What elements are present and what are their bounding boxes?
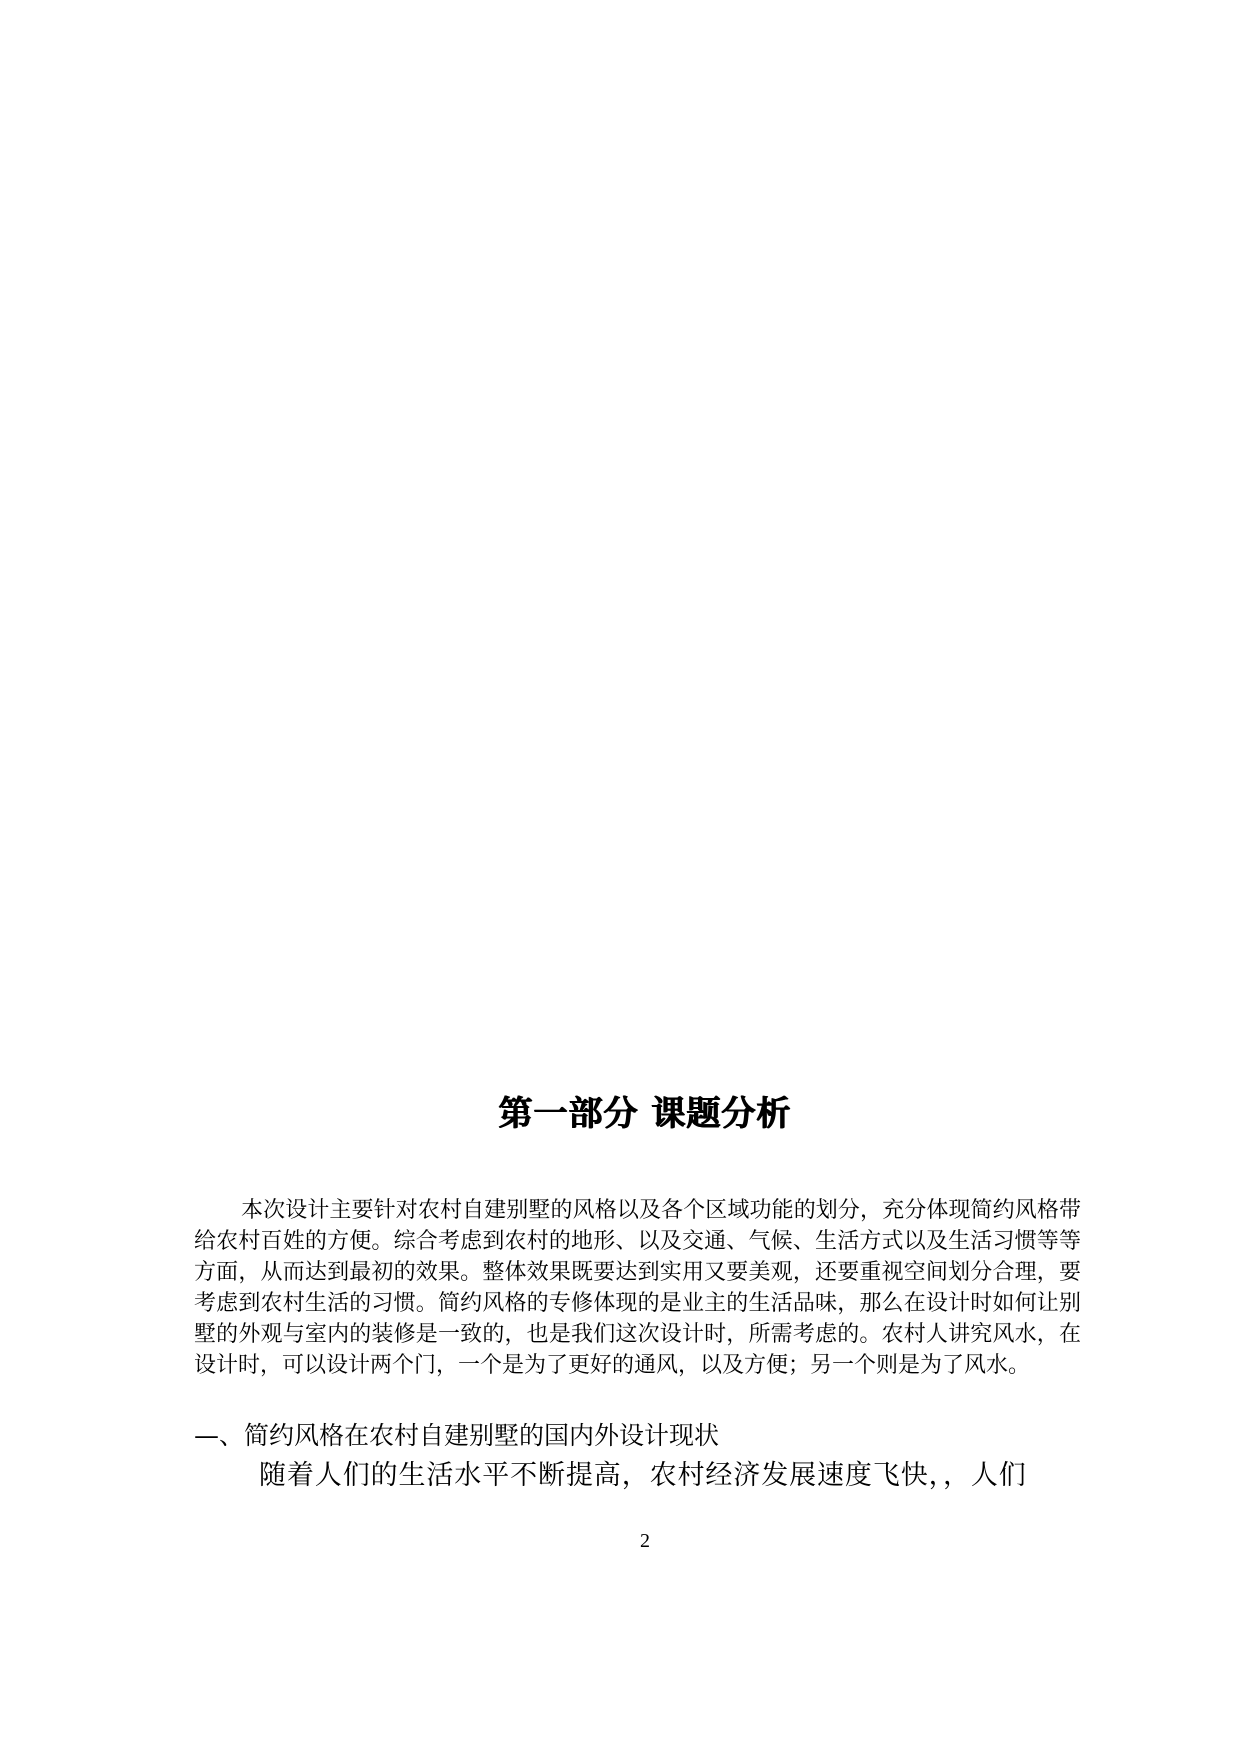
part-title: 第一部分 课题分析 — [498, 1094, 792, 1134]
section-lead-text: 随着人们的生活水平不断提高，农村经济发展速度飞快，，人们 — [259, 1460, 1027, 1491]
page-number: 2 — [640, 1530, 650, 1552]
intro-paragraph: 本次设计主要针对农村自建别墅的风格以及各个区域功能的划分，充分体现简约风格带给农村百姓的方便。综合考虑到农村的地形、以及交通、气候、生活方式以及生活习惯等等方面，从而达到最初的效果。整体效果既要达到实用又要美观，还要重视空间划分合理，要考虑到农村生活的习惯。简约风格的专修体现的是业主的生活品味，那么在设计时如何让别墅的外观与室内的装修是一致的，也是我们这次设计时，所需考虑的。农村人讲究风水，在设计时，可以设计两个门，一个是为了更好的通风，以及方便；另一个则是为了风水。 — [194, 1198, 1081, 1378]
section-heading: —、简约风格在农村自建别墅的国内外设计现状 — [194, 1421, 720, 1450]
